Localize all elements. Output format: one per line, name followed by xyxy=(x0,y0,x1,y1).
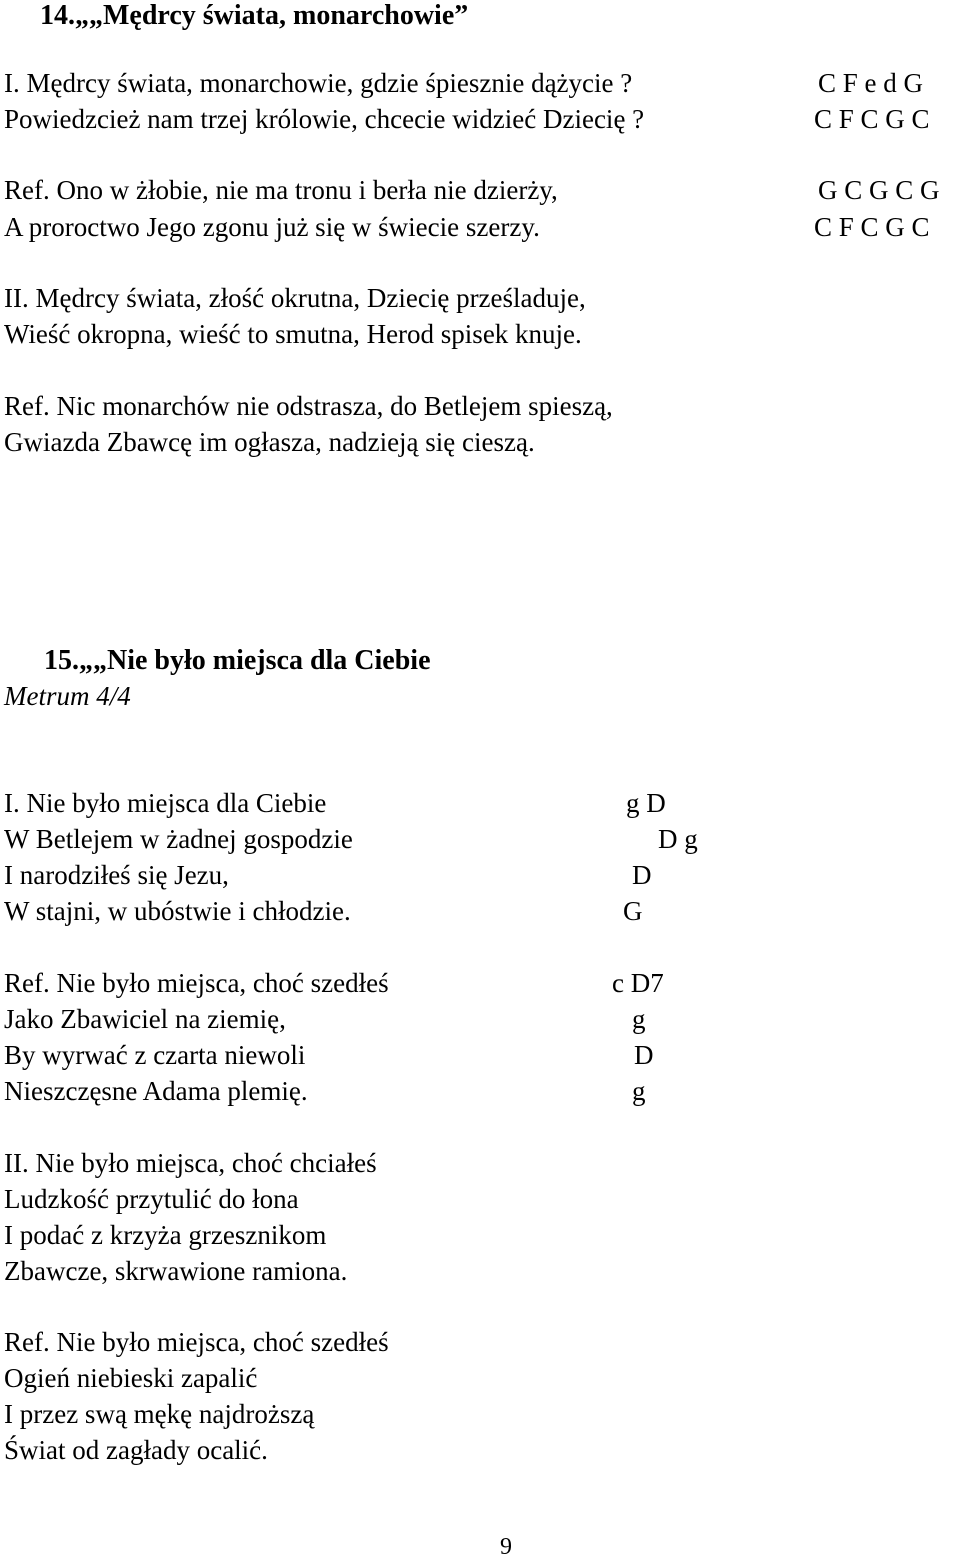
song-15-verse-1-chords-3: D xyxy=(632,860,652,890)
song-15-refrain-1-line-2: Jako Zbawiciel na ziemię, xyxy=(4,1004,286,1034)
song-14-refrain-1-line-1: Ref. Ono w żłobie, nie ma tronu i berła nie dzierży, xyxy=(4,175,558,205)
song-15-verse-1-line-2: W Betlejem w żadnej gospodzie xyxy=(4,824,353,854)
song-14-title: 14.„„Mędrcy świata, monarchowie” xyxy=(40,0,469,31)
song-15-verse-1-chords-2: D g xyxy=(658,824,698,854)
song-14-refrain-1-line-2: A proroctwo Jego zgonu już się w świecie szerzy. xyxy=(4,212,540,242)
song-14-verse-2-line-1: II. Mędrcy świata, złość okrutna, Dziecię prześladuje, xyxy=(4,283,586,313)
song-15-verse-2-line-2: Ludzkość przytulić do łona xyxy=(4,1184,299,1214)
song-14-verse-1-line-1: I. Mędrcy świata, monarchowie, gdzie śpiesznie dążycie ? xyxy=(4,68,633,98)
song-15-refrain-1-chords-3: D xyxy=(634,1040,654,1070)
song-15-refrain-1-line-3: By wyrwać z czarta niewoli xyxy=(4,1040,306,1070)
song-15-refrain-2-line-3: I przez swą mękę najdroższą xyxy=(4,1399,315,1429)
song-15-meter: Metrum 4/4 xyxy=(4,681,131,711)
song-15-refrain-2-line-4: Świat od zagłady ocalić. xyxy=(4,1435,268,1465)
song-14-refrain-1-chords-2: C F C G C xyxy=(814,212,930,242)
song-15-verse-2-line-4: Zbawcze, skrwawione ramiona. xyxy=(4,1256,348,1286)
song-15-verse-2-line-1: II. Nie było miejsca, choć chciałeś xyxy=(4,1148,377,1178)
song-15-verse-1-line-4: W stajni, w ubóstwie i chłodzie. xyxy=(4,896,351,926)
song-15-verse-1-chords-4: G xyxy=(623,896,643,926)
song-14-refrain-2-line-2: Gwiazda Zbawcę im ogłasza, nadzieją się cieszą. xyxy=(4,427,535,457)
song-15-refrain-1-chords-4: g xyxy=(632,1076,646,1106)
song-15-refrain-1-chords-1: c D7 xyxy=(612,968,664,998)
song-15-refrain-1-chords-2: g xyxy=(632,1004,646,1034)
song-14-refrain-2-line-1: Ref. Nic monarchów nie odstrasza, do Betlejem spieszą, xyxy=(4,391,613,421)
song-15-refrain-1-line-1: Ref. Nie było miejsca, choć szedłeś xyxy=(4,968,389,998)
song-14-refrain-1-chords-1: G C G C G xyxy=(818,175,940,205)
page-number: 9 xyxy=(500,1534,512,1560)
song-15-refrain-2-line-1: Ref. Nie było miejsca, choć szedłeś xyxy=(4,1327,389,1357)
song-15-refrain-2-line-2: Ogień niebieski zapalić xyxy=(4,1363,258,1393)
song-14-verse-1-chords-2: C F C G C xyxy=(814,104,930,134)
song-15-title: 15.„„Nie było miejsca dla Ciebie xyxy=(44,645,431,676)
song-14-verse-2-line-2: Wieść okropna, wieść to smutna, Herod spisek knuje. xyxy=(4,319,582,349)
song-15-verse-1-line-1: I. Nie było miejsca dla Ciebie xyxy=(4,788,327,818)
song-15-refrain-1-line-4: Nieszczęsne Adama plemię. xyxy=(4,1076,308,1106)
song-14-verse-1-chords-1: C F e d G xyxy=(818,68,924,98)
song-15-verse-1-line-3: I narodziłeś się Jezu, xyxy=(4,860,229,890)
song-15-verse-2-line-3: I podać z krzyża grzesznikom xyxy=(4,1220,327,1250)
song-15-verse-1-chords-1: g D xyxy=(626,788,666,818)
song-14-verse-1-line-2: Powiedzcież nam trzej królowie, chcecie widzieć Dziecię ? xyxy=(4,104,645,134)
